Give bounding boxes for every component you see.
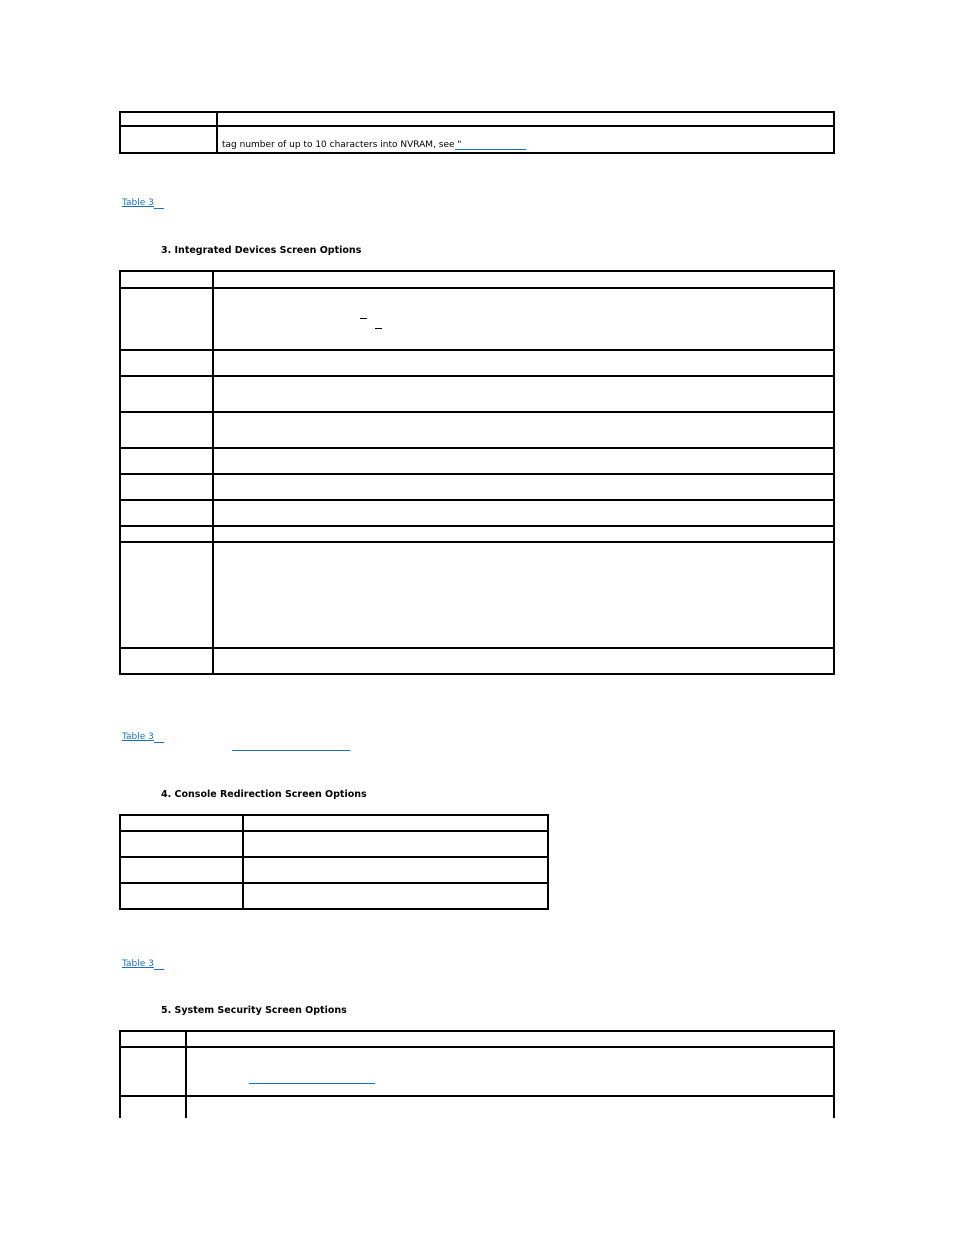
table-cell xyxy=(120,288,213,350)
header-cell xyxy=(243,815,548,831)
header-cell xyxy=(120,815,243,831)
table-cell xyxy=(120,857,243,883)
console-redirection-table xyxy=(119,814,549,910)
table-cell xyxy=(120,526,213,542)
system-security-heading: 5. System Security Screen Options xyxy=(161,1005,347,1016)
header-cell xyxy=(120,1031,186,1047)
table-3-link[interactable]: Table 3 xyxy=(122,732,154,742)
table-cell xyxy=(120,500,213,526)
table-cell xyxy=(120,126,217,153)
link-underline-tail[interactable] xyxy=(154,969,164,970)
table-cell xyxy=(120,448,213,474)
blank-reference-link[interactable] xyxy=(232,750,350,751)
table-cell xyxy=(120,350,213,376)
table-cell xyxy=(243,857,548,883)
header-cell xyxy=(120,271,213,288)
row-text: tag number of up to 10 characters into NVRAM, see " xyxy=(222,140,462,150)
table-cell xyxy=(186,1047,834,1096)
underscore-mark xyxy=(375,328,382,329)
table-cell xyxy=(120,648,213,674)
blank-reference-link[interactable] xyxy=(455,149,526,150)
table-cell xyxy=(243,883,548,909)
table-cell xyxy=(213,448,834,474)
table-cell xyxy=(243,831,548,857)
table-3-link[interactable]: Table 3 xyxy=(122,198,154,208)
table-cell xyxy=(213,412,834,448)
table-cell xyxy=(120,474,213,500)
table-cell xyxy=(120,376,213,412)
table-cell xyxy=(120,112,217,126)
table-cell xyxy=(120,831,243,857)
table-cell xyxy=(213,500,834,526)
system-security-table xyxy=(119,1030,835,1118)
table-cell xyxy=(213,350,834,376)
table-cell xyxy=(120,883,243,909)
integrated-devices-heading: 3. Integrated Devices Screen Options xyxy=(161,245,362,256)
table-cell xyxy=(120,412,213,448)
integrated-devices-table xyxy=(119,270,835,675)
table-cell xyxy=(217,112,834,126)
table-cell xyxy=(213,288,834,350)
table-cell xyxy=(120,1047,186,1096)
header-cell xyxy=(186,1031,834,1047)
table-cell xyxy=(213,526,834,542)
blank-reference-link[interactable] xyxy=(249,1083,375,1084)
link-underline-tail[interactable] xyxy=(154,208,164,209)
table-cell xyxy=(120,542,213,648)
table-cell xyxy=(120,1096,186,1118)
table-cell xyxy=(213,648,834,674)
console-redirection-heading: 4. Console Redirection Screen Options xyxy=(161,789,367,800)
continued-table xyxy=(119,111,835,154)
table-cell xyxy=(213,542,834,648)
header-cell xyxy=(213,271,834,288)
table-cell xyxy=(213,376,834,412)
link-underline-tail[interactable] xyxy=(154,742,164,743)
table-cell xyxy=(213,474,834,500)
table-3-link[interactable]: Table 3 xyxy=(122,959,154,969)
table-cell xyxy=(186,1096,834,1118)
underscore-mark xyxy=(360,318,367,319)
